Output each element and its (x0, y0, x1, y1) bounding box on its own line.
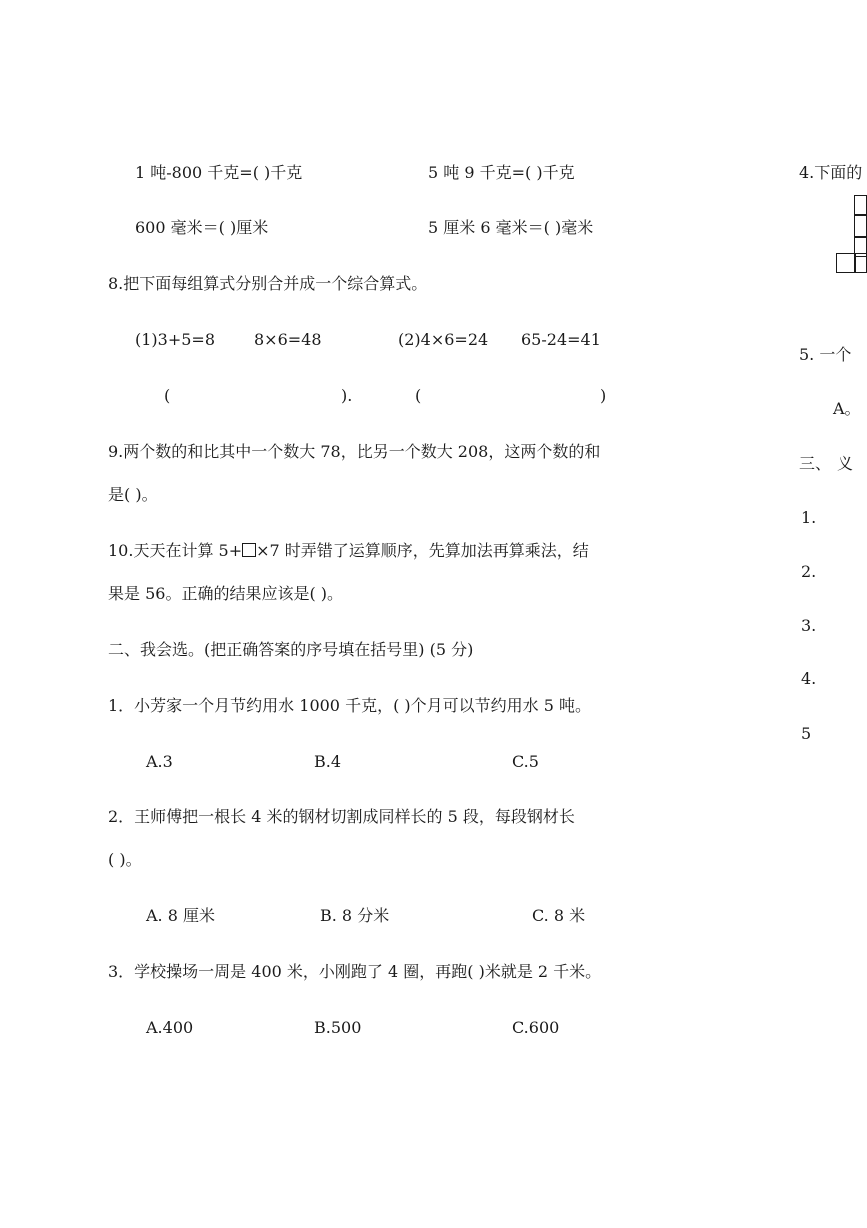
right-item5: 5 (801, 724, 812, 743)
q10-line1-pre: 10.天天在计算 5+ (108, 541, 243, 560)
choice3-option-b: B.500 (314, 1018, 362, 1037)
blank-square-icon (242, 543, 256, 557)
choice2-line2: ( )。 (108, 850, 142, 869)
q10-line2: 果是 56。正确的结果应该是( )。 (108, 584, 344, 603)
q7-line1-a: 1 吨-800 千克=( )千克 (135, 163, 303, 182)
choice1-text: 1．小芳家一个月节约用水 1000 千克，( )个月可以节约用水 5 吨。 (108, 696, 591, 715)
right-item3: 3. (801, 616, 817, 635)
q8-answer2-close: ) (600, 386, 607, 405)
choice3-option-c: C.600 (512, 1018, 560, 1037)
q8-group2-label: (2)4×6=24 (398, 330, 489, 349)
section2-title: 二、我会选。(把正确答案的序号填在括号里) (5 分) (108, 640, 474, 659)
q8-group1-label: (1)3+5=8 (135, 330, 216, 349)
choice1-option-c: C.5 (512, 752, 539, 771)
choice2-option-c: C. 8 米 (532, 906, 586, 925)
q10-line1 (108, 540, 589, 562)
right-section3 (799, 453, 853, 475)
choice2-option-a: A. 8 厘米 (146, 906, 215, 925)
choice2-option-b: B. 8 分米 (320, 906, 390, 925)
q7-line2-b: 5 厘米 6 毫米＝( )毫米 (428, 218, 594, 237)
q10-line1-post: ×7 时弄错了运算顺序，先算加法再算乘法，结 (256, 541, 589, 560)
choice1-option-a: A.3 (146, 752, 173, 771)
choice1-option-b: B.4 (314, 752, 342, 771)
choice2-line1: 2．王师傅把一根长 4 米的钢材切割成同样长的 5 段，每段钢材长 (108, 807, 575, 826)
q8-answer2-open: ( (415, 386, 422, 405)
q8-answer1-open: ( (164, 386, 171, 405)
q8-answer1-close: ). (341, 386, 353, 405)
right-q5: 5. 一个 (799, 345, 852, 364)
q9-line1: 9.两个数的和比其中一个数大 78，比另一个数大 208，这两个数的和 (108, 442, 601, 461)
q8-group1-expr: 8×6=48 (254, 330, 322, 349)
q8-group2-expr: 65-24=41 (521, 330, 601, 349)
q7-line1-b: 5 吨 9 千克=( )千克 (428, 163, 575, 182)
right-item2: 2. (801, 562, 817, 581)
cube-stack-figure (836, 195, 867, 273)
right-q5-option: A。 (833, 399, 861, 418)
q8-title: 8.把下面每组算式分别合并成一个综合算式。 (108, 274, 428, 293)
choice3-text: 3．学校操场一周是 400 米，小刚跑了 4 圈，再跑( )米就是 2 千米。 (108, 962, 602, 981)
right-section3-title: 三、 (799, 454, 832, 473)
right-item4: 4. (801, 669, 817, 688)
right-section3-mark: 义 (837, 454, 854, 473)
q9-line2: 是( )。 (108, 485, 158, 504)
right-item1: 1. (801, 508, 817, 527)
choice3-option-a: A.400 (146, 1018, 194, 1037)
q7-line2-a: 600 毫米＝( )厘米 (135, 218, 269, 237)
right-q4: 4.下面的 (799, 163, 863, 182)
